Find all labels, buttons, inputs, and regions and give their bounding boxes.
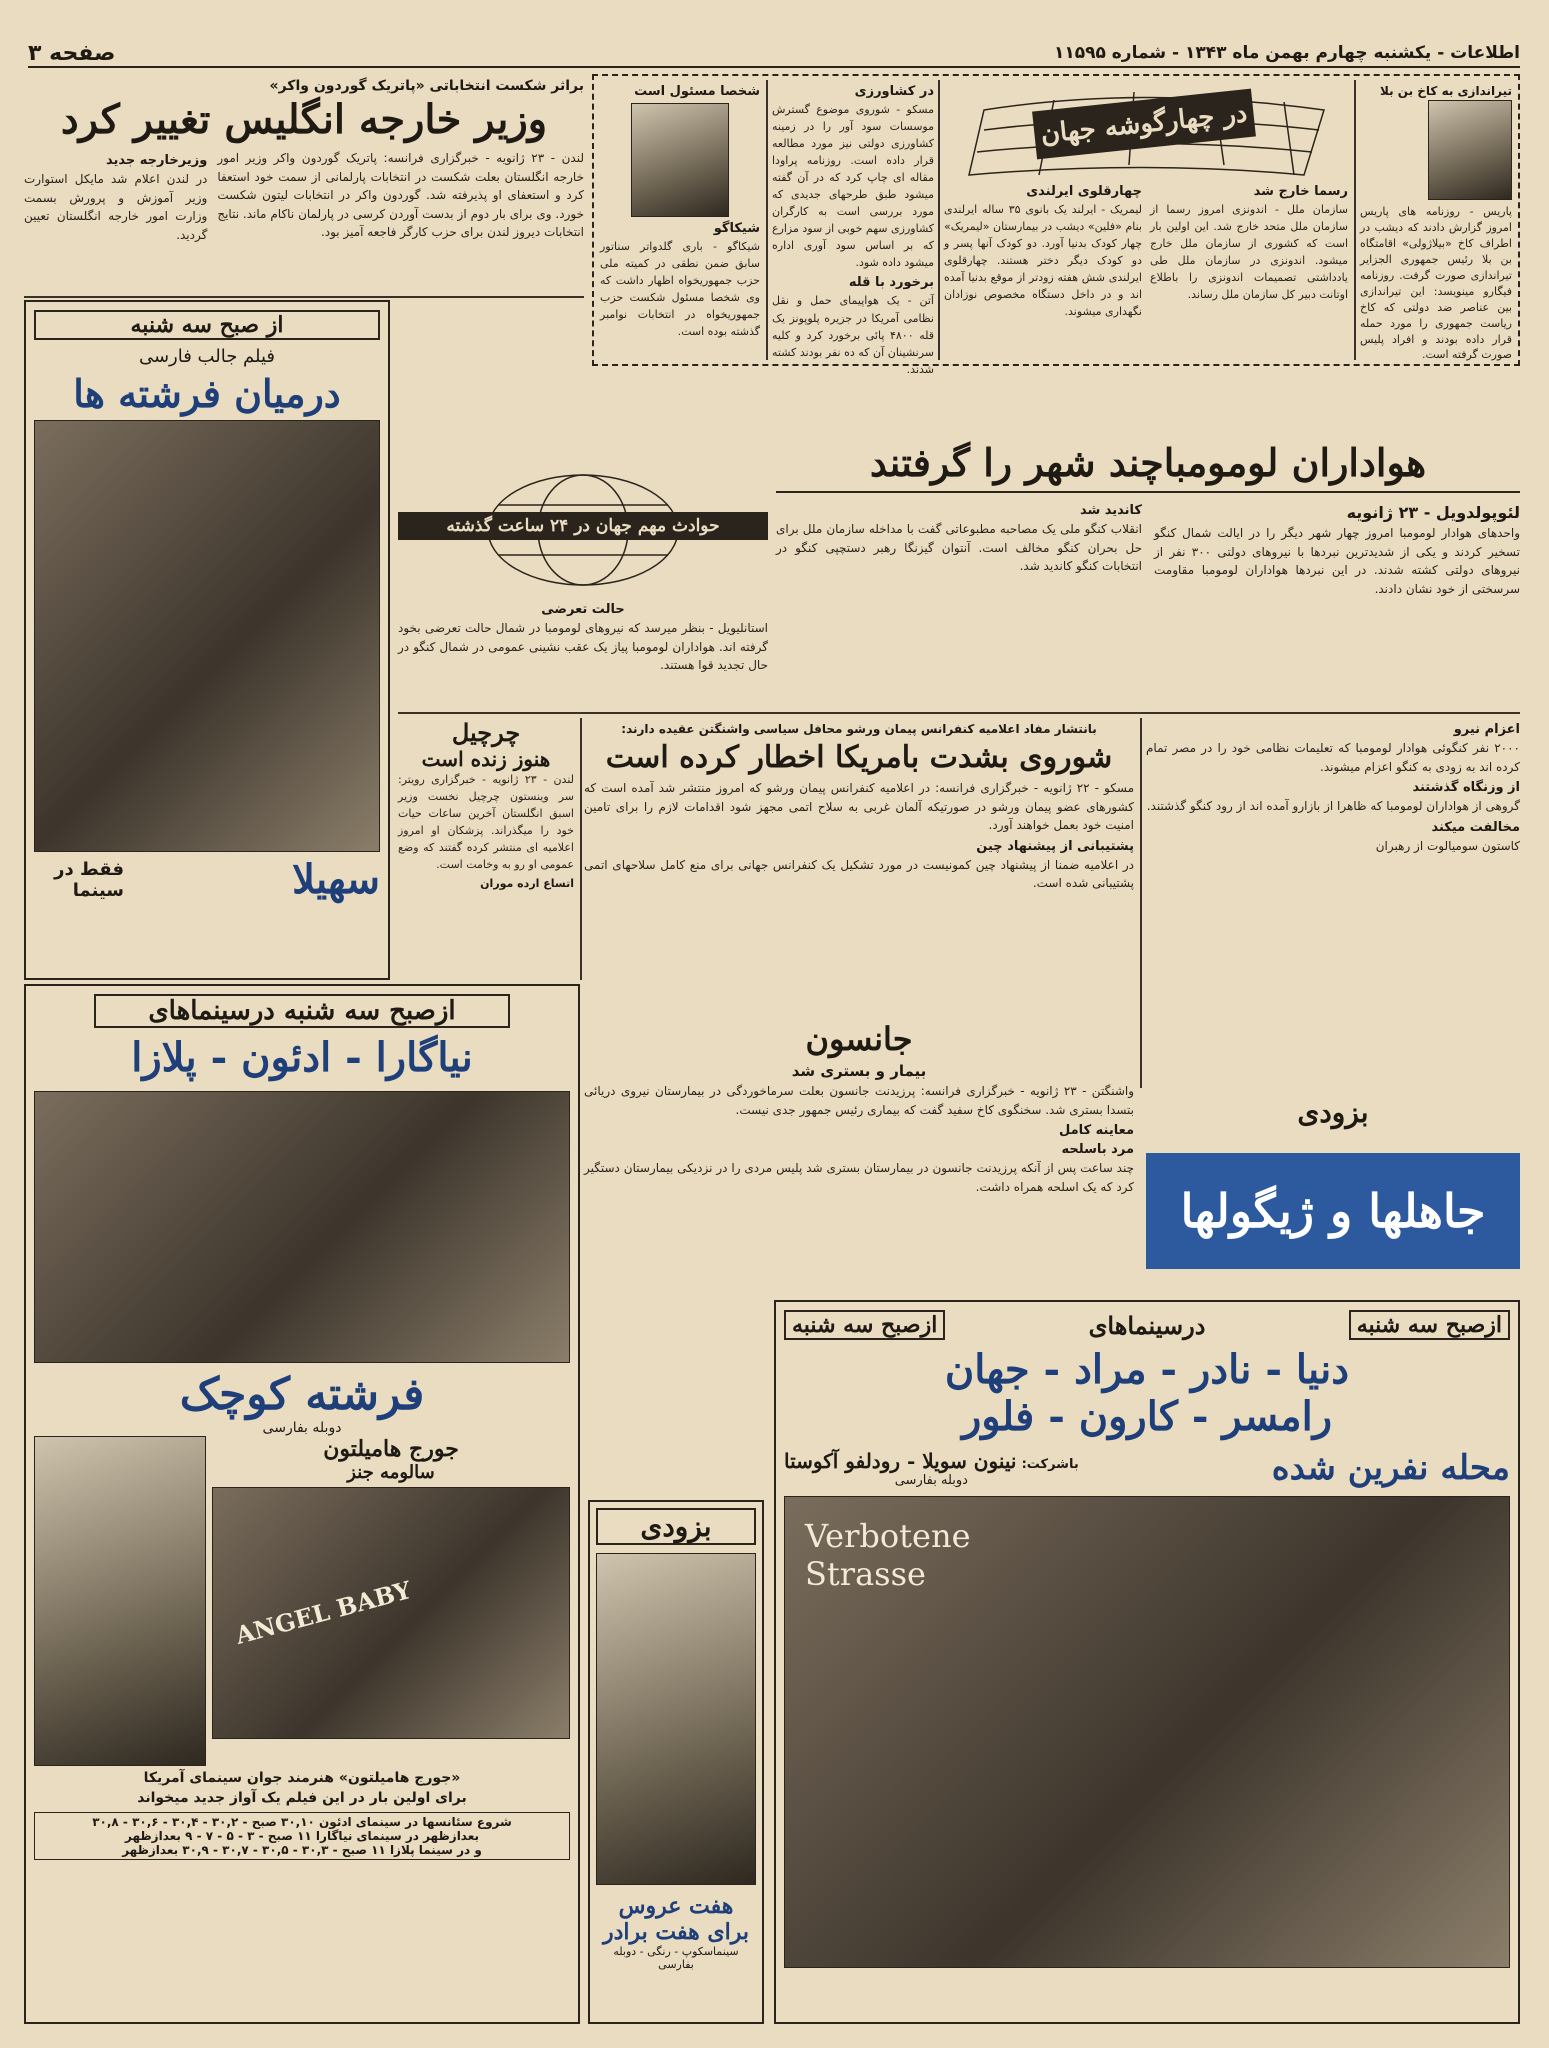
lumumba-sub: کاندید شد: [1079, 503, 1142, 518]
johnson-sub2: معاینه کامل: [1059, 1123, 1134, 1139]
lumumba-sub-text: انقلاب کنگو ملی یک مصاحبه مطبوعاتی گفت با مداخله سازمان ملل برای حل بحران کنگو مخالف است. آنتوان گیزنگا رهبر دستچپی کنگو در انتخابات کنگو کاندید شد.: [776, 522, 1142, 574]
army-text1: ۲۰۰۰ نفر کنگوئی هوادار لومومبا که تعلیمات نظامی خود را در مصر تمام کرده اند به زودی به کنگو اعزام میشوند.: [1146, 741, 1520, 774]
verbotene-cinemas1: دنیا - نادر - مراد - جهان: [944, 1346, 1350, 1393]
niagara-actor1: جورج هامیلتون: [323, 1436, 459, 1462]
soheila-top: از صبح سه شنبه: [34, 310, 380, 340]
roundup-item2-text: لیمریک - ایرلند یک بانوی ۳۵ ساله ایرلندی بنام «فلین» دیشب در بیمارستان «لیمریک» چهار کودک بدنیا آورد. دو کودک آنها پسر و دو کودک دیگر دختر هستند. چهارقلوی ایرلندی شش هفته زودتر از موقع بدنیا آمده اند و در داخل دستگاه مخصوص نوزادان نگهداری میشوند.: [944, 203, 1143, 319]
niagara-cap2: برای اولین بار در این فیلم یک آواز جدید میخواند: [137, 1790, 467, 1806]
lead-headline: وزیر خارجه انگلیس تغییر کرد: [60, 96, 548, 143]
lead-kicker: براثر شکست انتخاباتی «پاتریک گوردون واکر»: [269, 78, 584, 94]
verbotene-poster-text: Verbotene Strasse: [805, 1517, 971, 1593]
page-header: [28, 40, 1520, 68]
army-sub2: از وزنگاه گذشتند: [1412, 780, 1520, 796]
verbotene-top-left: ازصبح سه شنبه: [784, 1310, 945, 1340]
goldwater-text: شیکاگو - باری گلدواتر سناتور سابق ضمن نطقی در کمیته ملی حزب جمهوریخواه اظهار داشت که وی شخصا مسئول شکست حزب جمهوریخواه در انتخابات نوامبر گذشته بوده است.: [600, 240, 760, 339]
roundup-item1-title: رسما خارج شد: [1253, 184, 1348, 199]
goldwater-photo: [631, 103, 729, 217]
warsaw-headline: شوروی بشدت بامریکا اخطار کرده است: [605, 740, 1113, 775]
brief-agriculture: [772, 80, 935, 376]
niagara-lead-photo: [34, 1436, 206, 1766]
issue-line: اطلاعات - یکشنبه چهارم بهمن ماه ۱۳۴۳ - شماره ۱۱۵۹۵: [1053, 43, 1520, 63]
jahelha-label: بزودی: [1297, 1096, 1369, 1129]
lead-story: [24, 74, 584, 294]
verbotene-cast-label: باشرکت:: [1021, 1457, 1079, 1472]
lead-text: لندن - ۲۳ ژانویه - خبرگزاری فرانسه: پاتریک گوردون واکر وزیر امور خارجه انگلستان بعلت شکست در انتخابات پارلمانی از سمت خود استعفا کرد و استعفای او پذیرفته شد. گوردون واکر در انتخابات لیتون شکست خورد. وی برای بار دوم از بدست آوردن کرسی در پارلمان ناکام ماند. نتایج انتخابات دیروز لندن برای حزب کارگر فاجعه آمیز بود.: [217, 151, 584, 240]
warsaw-kicker: بانتشار مفاد اعلامیه کنفرانس پیمان ورشو محافل سیاسی واشنگتن عقیده دارند:: [621, 722, 1097, 736]
ad-niagara: [24, 984, 580, 2024]
seven-brides-title2: برای هفت برادر: [602, 1919, 750, 1945]
churchill-headline2: هنوز زنده است: [421, 747, 551, 771]
army-text3: کاستون سومیالوت از رهبران: [1375, 838, 1520, 853]
soheila-sub: فیلم جالب فارسی: [138, 346, 276, 367]
niagara-times3: و در سینما پلازا ۱۱ صبح - ۳۰,۳ - ۳۰,۵ - ۳۰,۷ - ۳۰,۹ بعدازظهر: [122, 1843, 482, 1857]
army-sub3: مخالفت میکند: [1431, 819, 1520, 835]
johnson-text3: چند ساعت پس از آنکه پرزیدنت جانسون در بیمارستان بستری شد پلیس مردی را در نزدیکی بیمارستان دستگیر کرد که یک اسلحه همراه داشت.: [584, 1161, 1134, 1194]
roundup-item2-title: چهارقلوی ایرلندی: [1026, 184, 1142, 199]
lumumba-dateline: لئوپولدویل - ۲۳ ژانویه: [1346, 503, 1520, 522]
churchill-text: لندن - ۲۳ ژانویه - خبرگزاری رویتر: سر وینستون چرچیل نخست وزیر اسبق انگلستان آخرین ساعات حیات خود را میگذراند. پزشکان او امروز اعلامیه ای منتشر کرده گفتند که وضع عمومی او رو به وخامت است.: [398, 773, 574, 872]
jahelha-title: جاهلها و ژیگولها: [1146, 1153, 1520, 1269]
niagara-poster-text: ANGEL BABY: [232, 1575, 415, 1650]
benbella-photo: [1428, 100, 1512, 200]
niagara-times2: بعدازظهر در سینمای نیاگارا ۱۱ صبح - ۳ - ۵ - ۷ - ۹ بعدازظهر: [124, 1829, 480, 1843]
johnson-text: واشنگتن - ۲۳ ژانویه - خبرگزاری فرانسه: پرزیدنت جانسون بعلت سرماخوردگی در بیمارستان نیروی دریائی بتسدا بستری شد. سخنگوی کاخ سفید گفت که بیماری رئیس جمهور جدی نیست.: [584, 1084, 1134, 1117]
seven-brides-sub: سینماسکوپ - رنگی - دوبله بفارسی: [613, 1945, 739, 1971]
warsaw-sub: پشتیبانی از پیشنهاد چین: [976, 838, 1134, 854]
benbella-kicker: تیراندازی به کاخ بن بلا: [1380, 84, 1512, 98]
army-sub1: اعزام نیرو: [1453, 722, 1520, 737]
verbotene-dub: دوبله بفارسی: [894, 1473, 968, 1488]
alert-story: [398, 598, 768, 708]
warsaw-text: مسکو - ۲۲ ژانویه - خبرگزاری فرانسه: در اعلامیه کنفرانس پیمان ورشو که امروز منتشر شد آمده است که کشورهای عضو پیمان ورشو در صورتیکه آلمان غربی به سلاح اتمی مجهز شود اقدامات لازم را برای تامین امنیت خود بعمل خواهند آورد.: [584, 781, 1134, 833]
niagara-top: ازصبح سه شنبه درسینماهای: [94, 994, 510, 1028]
johnson-headline: جانسون: [805, 1020, 913, 1058]
soheila-only: فقط در سینما: [54, 858, 124, 901]
crash-title: برخورد با قله: [848, 275, 934, 291]
lead-sub-text: در لندن اعلام شد مایکل استوارت وزیر آموزش و پرورش بسمت وزارت امور خارجه انگلستان تعیین گردید.: [24, 172, 208, 242]
congo-army-story: [1146, 718, 1520, 1088]
brief-goldwater: [600, 80, 760, 360]
niagara-actor2: سالومه جنز: [347, 1462, 435, 1483]
benbella-brief: [1360, 80, 1512, 360]
soheila-title: درمیان فرشته ها: [73, 371, 341, 416]
agri-title: در کشاورزی: [854, 84, 934, 99]
alert-text: استانلیویل - بنظر میرسد که نیروهای لومومبا در شمال حالت تعرضی بخود گرفته اند. هواداران لومومبا پیاز یک عقب نشینی عمومی در شمال کنگو در حال تجدید قوا هستند.: [398, 621, 768, 673]
lead-sub: وزیرخارجه جدید: [106, 153, 208, 168]
crash-text: آتن - یک هواپیمای حمل و نقل نظامی آمریکا در جزیره پلوپونز یک قله ۴۸۰۰ پائی برخورد کرد و کلیه سرنشینان آن که ده نفر بودند کشته شدند.: [772, 294, 935, 376]
alert-title: حالت تعرضی: [541, 602, 625, 617]
niagara-cap1: «جورج هامیلتون» هنرمند جوان سینمای آمریکا: [143, 1770, 461, 1786]
johnson-sub: بیمار و بستری شد: [791, 1062, 927, 1080]
ad-soheila: [24, 300, 390, 980]
world-roundup: [944, 80, 1348, 360]
seven-brides-label: بزودی: [596, 1508, 756, 1545]
agri-text: مسکو - شوروی موضوع گسترش موسسات سود آور را در زمینه کشاورزی دولتی نیز مورد مطالعه قرار داده است. روزنامه پراودا مقاله ای چاپ کرد که در آن گفته میشود طبق طرحهای جدیدی که مورد بررسی است به کارگران کشاورزی سهم خوبی از سود مزارع که بر اساس سود آوری اداره میشود داده شود.: [772, 103, 934, 270]
events-banner: [398, 470, 768, 590]
niagara-dub: دوبله بفارسی: [262, 1420, 342, 1436]
verbotene-top-right: ازصبح سه شنبه: [1349, 1310, 1510, 1340]
page-number: صفحه ۳: [28, 40, 116, 66]
ad-seven-brides: [588, 1500, 764, 2024]
roundup-item1-text: سازمان ملل - اندونزی امروز رسما از سازمان ملل متحد خارج شد. این اولین بار است که کشوری از سازمان ملل خارج میشود. اندونزی در سازمان ملل طی یادداشتی تصمیمات اندونزی را باطلاع اوتانت دبیر کل سازمان ملل رساند.: [1150, 203, 1348, 302]
lumumba-story: [776, 440, 1520, 705]
lumumba-headline: هواداران لومومباچند شهر را گرفتند: [776, 440, 1520, 493]
niagara-times1: شروع سئانسها در سینمای ادئون ۳۰,۱۰ صبح - ۳۰,۲ - ۳۰,۴ - ۳۰,۶ - ۳۰,۸: [92, 1815, 512, 1829]
ad-verbotene: [774, 1300, 1520, 2024]
goldwater-title2: شیکاگو: [713, 221, 760, 236]
lumumba-text: واحدهای هوادار لومومبا امروز چهار شهر دیگر را در ایالت شمال کنگو تسخیر کردند و یکی از شدیدترین نبردها با نیروهای دولتی ۳۰۰ نفر از نیروهای دولتی کشته شدند. در این نبردها هواداران لومومبا مقاومت سرسختی از خود نشان دادند.: [1154, 526, 1520, 596]
army-text2: گروهی از هواداران لومومبا که ظاهرا از بازارو آمده اند از رود کنگو گذشتند.: [1146, 799, 1520, 814]
verbotene-title: محله نفرین شده: [1271, 1448, 1510, 1488]
niagara-cinemas: نیاگارا - ادئون - پلازا: [131, 1034, 473, 1081]
ad-jahelha: [1146, 1090, 1520, 1290]
niagara-title: فرشته کوچک: [179, 1369, 425, 1420]
soheila-still: [34, 420, 380, 852]
benbella-text: پاریس - روزنامه های پاریس امروز گزارش دادند که دیشب در اطراف کاخ «بیلاژولی» اقامتگاه بن بلا رئیس جمهوری الجزایر تیراندازی صورت گرفت. روزنامه فیگارو مینویسد: این تیراندازی بین عناصر ضد دولتی که کاخ ریاست جمهوری را مورد حمله قرار داده بودند و افراد پلیس صورت گرفته است.: [1360, 205, 1512, 362]
warsaw-story: [584, 718, 1134, 1018]
churchill-story: [398, 718, 574, 980]
verbotene-cast: نینون سویلا - رودلفو آکوستا: [784, 1449, 1017, 1473]
seven-brides-title1: هفت عروس: [618, 1893, 734, 1919]
seven-brides-still: [596, 1553, 756, 1885]
niagara-stills: [34, 1091, 570, 1363]
warsaw-sub-text: در اعلامیه ضمنا از پیشنهاد چین کمونیست در مورد تشکیل یک کنفرانس جهانی برای منع کامل سلاحهای اتمی پشتیبانی شده است.: [584, 857, 1134, 891]
events-banner-text: حوادث مهم جهان در ۲۴ ساعت گذشته: [398, 512, 768, 540]
verbotene-in: درسینماهای: [1088, 1310, 1206, 1340]
verbotene-cinemas2: رامسر - کارون - فلور: [961, 1393, 1333, 1440]
johnson-sub3: مرد باسلحه: [1061, 1142, 1134, 1158]
churchill-headline: چرچیل: [451, 718, 521, 747]
globe-banner: [944, 80, 1348, 180]
goldwater-title: شخصا مسئول است: [634, 84, 760, 99]
soheila-cinema: سهیلا: [292, 856, 380, 903]
churchill-sign: اتساع ارده موران: [480, 877, 574, 891]
niagara-poster-still: [212, 1487, 570, 1739]
roundup-banner: در چهارگوشه جهان: [1032, 89, 1256, 160]
verbotene-still: [784, 1496, 1510, 1968]
